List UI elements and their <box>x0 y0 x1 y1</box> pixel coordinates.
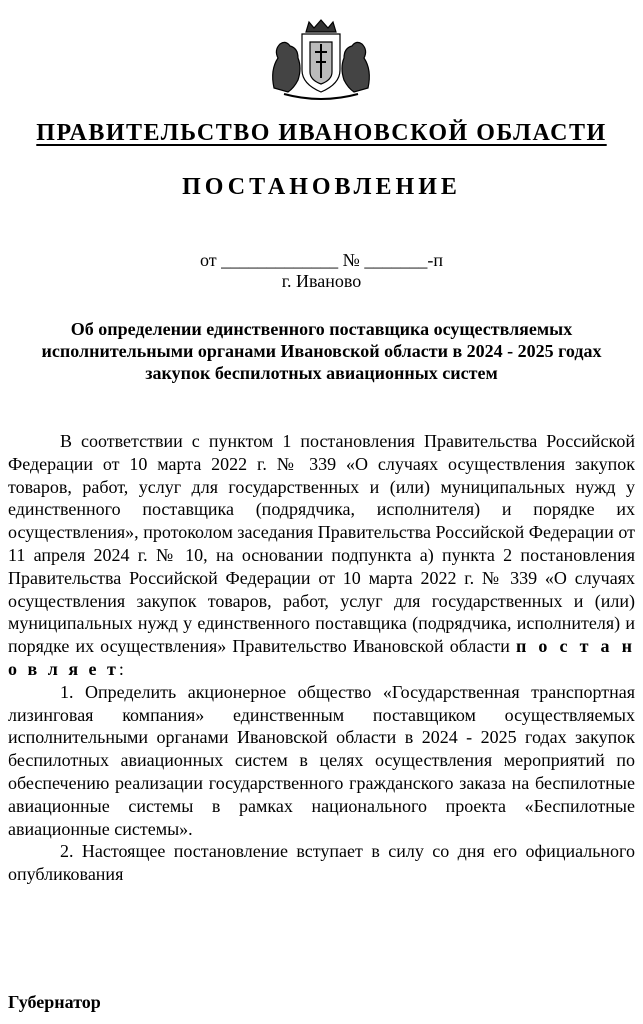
city-name: г. Иваново <box>281 271 362 291</box>
resolves-colon: : <box>118 658 124 679</box>
resolves-word: п о с т а н о в л я е т <box>8 636 635 679</box>
preamble-text: В соответствии с пунктом 1 постановления Правительства Российской Федерации от 10 марта 2022 г. № 339 «О случаях осуществления закупок товаров, работ, услуг для государственных и (или) муниципальных нужд у единственного поставщика (подрядчика, исполнителя) и порядке их осуществления», протоколом заседания Правительства Российской Федерации от 11 апреля 2024 г. № 10, на основании подпункта а) пункта 2 постановления Правительства Российской Федерации от 10 марта 2022 г. № 339 «О случаях осуществления закупок товаров, работ, услуг для государственных и (или) муниципальных нужд у единственного поставщика (подрядчика, исполнителя) и порядке их осуществления» Правительство Ивановской области <box>8 431 635 657</box>
item-1-paragraph: 1. Определить акционерное общество «Государственная транспортная лизинговая компания» единственным поставщиком осуществляемых исполнительными органами Ивановской области в 2024 - 2025 годах закупок беспилотных авиационных систем в целях осуществления мероприятий по обеспечению реализации государственного гражданского заказа на беспилотные авиационные системы в рамках национального проекта «Беспилотные авиационные системы». <box>8 681 635 839</box>
item-2-paragraph: 2. Настоящее постановление вступает в силу со дня его официального опубликования <box>8 841 635 885</box>
preamble-paragraph <box>8 430 635 681</box>
document-type: ПОСТАНОВЛЕНИЕ <box>182 174 461 200</box>
document-subject: Об определении единственного поставщика осуществляемых исполнительными органами Ивановской области в 2024 - 2025 годах закупок беспилотных авиационных систем <box>41 319 602 383</box>
document-body <box>8 430 635 886</box>
signer-title: Губернатор <box>8 992 101 1012</box>
date-number-line: от _____________ № _______-п <box>200 250 443 270</box>
coat-of-arms-icon <box>264 18 378 100</box>
government-name: ПРАВИТЕЛЬСТВО ИВАНОВСКОЙ ОБЛАСТИ <box>36 120 607 146</box>
